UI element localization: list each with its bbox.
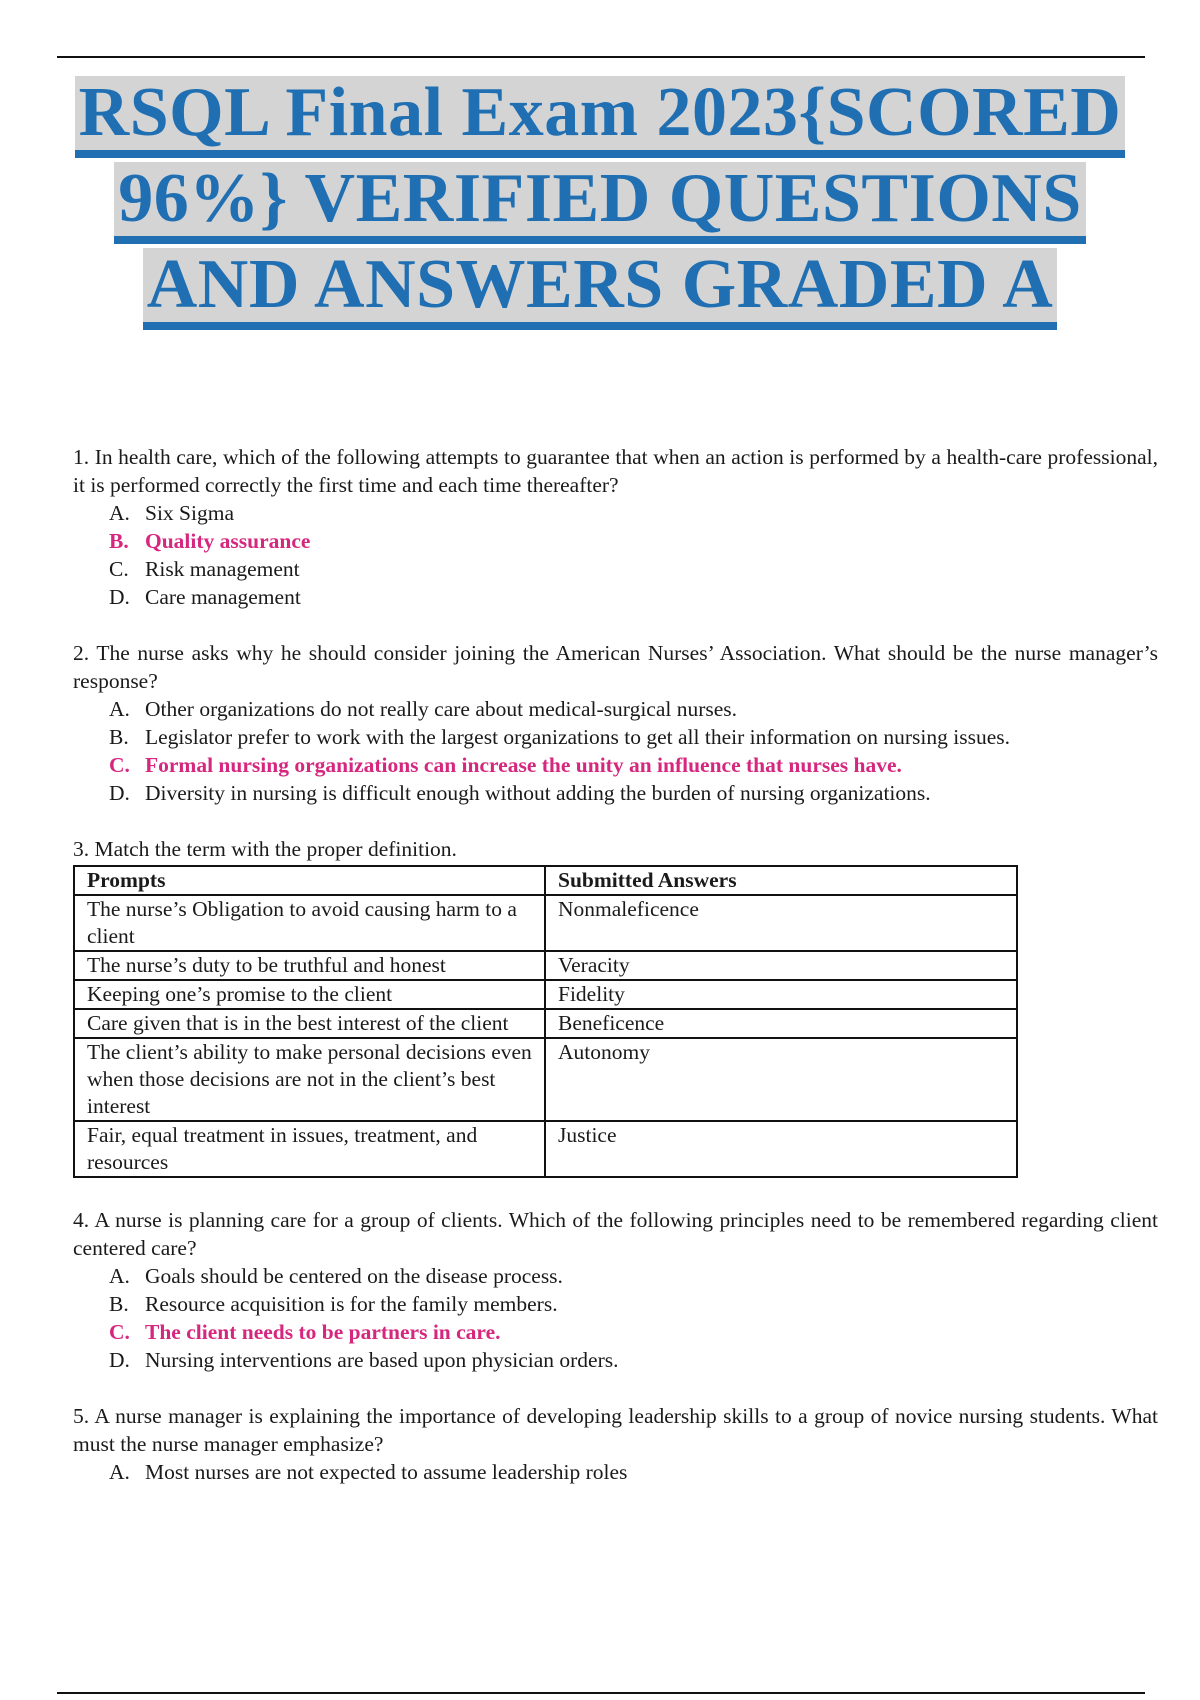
answer-cell: Autonomy [545,1038,1017,1121]
option-a: A. Other organizations do not really care about medical-surgical nurses. [109,697,738,721]
question-2 [73,639,1158,807]
table-row [74,1009,1017,1038]
option-d: D. Care management [109,585,301,609]
prompt-cell: The client’s ability to make personal decisions even when those decisions are not in the client’s best interest [74,1038,545,1121]
options-list [73,695,1158,807]
question-text: 1. In health care, which of the following attempts to guarantee that when an action is performed by a health-care professional, it is performed correctly the first time and each time thereafter? [73,445,1158,497]
option-b: B. Resource acquisition is for the family members. [109,1292,558,1316]
option-a: A. Six Sigma [109,501,235,525]
title-line-1: RSQL Final Exam 2023{SCORED [75,76,1126,158]
answer-cell: Veracity [545,951,1017,980]
prompt-cell: Fair, equal treatment in issues, treatment, and resources [74,1121,545,1177]
top-rule [57,56,1145,58]
option-c-correct: C. The client needs to be partners in care. [109,1320,501,1344]
table-row [74,951,1017,980]
question-4 [73,1206,1158,1374]
question-3 [73,835,1158,1178]
column-header-prompts: Prompts [74,866,545,895]
option-d: D. Diversity in nursing is difficult enough without adding the burden of nursing organizations. [109,781,931,805]
option-c-correct: C. Formal nursing organizations can increase the unity an influence that nurses have. [109,753,902,777]
prompt-cell: Care given that is in the best interest of the client [74,1009,545,1038]
answer-cell: Justice [545,1121,1017,1177]
question-text: 3. Match the term with the proper definition. [73,837,457,861]
option-a: A. Goals should be centered on the disease process. [109,1264,563,1288]
bottom-rule [57,1692,1145,1694]
table-row [74,1121,1017,1177]
column-header-answers: Submitted Answers [545,866,1017,895]
options-list [73,1458,1158,1486]
questions-content [73,443,1158,1486]
question-text: 4. A nurse is planning care for a group of clients. Which of the following principles need to be remembered regarding client centered care? [73,1208,1158,1260]
prompt-cell: Keeping one’s promise to the client [74,980,545,1009]
answer-cell: Beneficence [545,1009,1017,1038]
option-c: C. Risk management [109,557,300,581]
title-line-2: 96%} VERIFIED QUESTIONS [114,162,1086,244]
matching-table [73,865,1018,1178]
table-row [74,980,1017,1009]
question-text: 5. A nurse manager is explaining the importance of developing leadership skills to a group of novice nursing students. What must the nurse manager emphasize? [73,1404,1158,1456]
answer-cell: Nonmaleficence [545,895,1017,951]
table-row [74,895,1017,951]
table-header-row [74,866,1017,895]
table-row [74,1038,1017,1121]
option-d: D. Nursing interventions are based upon physician orders. [109,1348,619,1372]
prompt-cell: The nurse’s Obligation to avoid causing harm to a client [74,895,545,951]
options-list [73,1262,1158,1374]
answer-cell: Fidelity [545,980,1017,1009]
option-a: A. Most nurses are not expected to assume leadership roles [109,1460,628,1484]
title-line-3: AND ANSWERS GRADED A [143,248,1058,330]
options-list [73,499,1158,611]
question-text: 2. The nurse asks why he should consider joining the American Nurses’ Association. What should be the nurse manager’s response? [73,641,1158,693]
question-1 [73,443,1158,611]
question-5 [73,1402,1158,1486]
document-title [0,72,1200,330]
option-b: B. Legislator prefer to work with the largest organizations to get all their information on nursing issues. [109,725,1010,749]
prompt-cell: The nurse’s duty to be truthful and honest [74,951,545,980]
option-b-correct: B. Quality assurance [109,529,311,553]
